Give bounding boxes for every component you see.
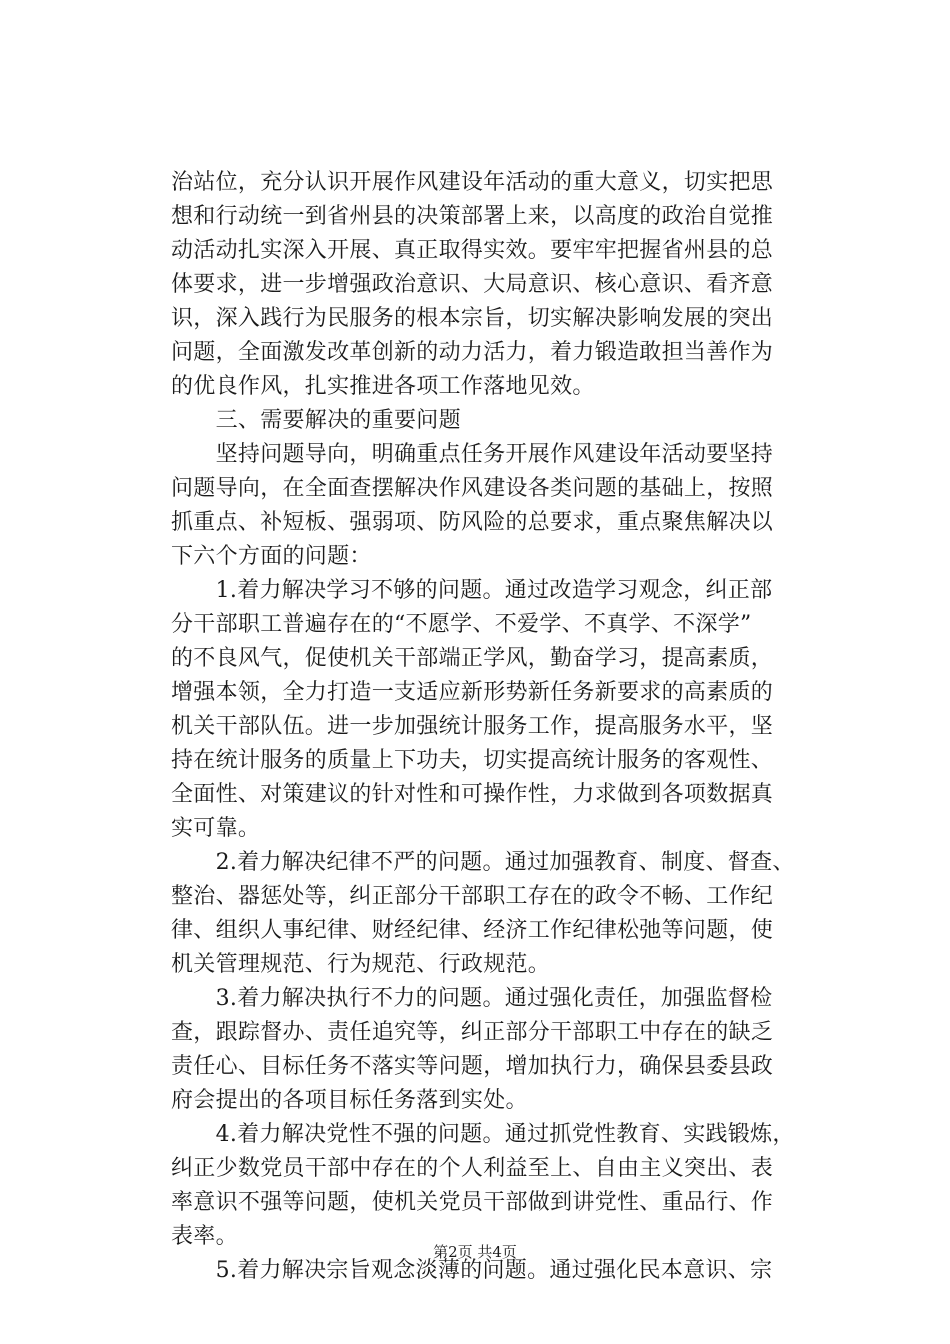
text-line: 4.着力解决党性不强的问题。通过抓党性教育、实践锻炼， [171, 1122, 795, 1147]
text-line: 整治、器惩处等，纠正部分干部职工存在的政令不畅、工作纪 [171, 884, 774, 909]
text-line: 分干部职工普遍存在的“不愿学、不爱学、不真学、不深学” [171, 612, 752, 637]
text-line: 律、组织人事纪律、财经纪律、经济工作纪律松弛等问题，使 [171, 918, 774, 943]
text-line: 查，跟踪督办、责任追究等，纠正部分干部职工中存在的缺乏 [171, 1020, 774, 1045]
text-line: 增强本领，全力打造一支适应新形势新任务新要求的高素质的 [171, 680, 774, 705]
text-line: 全面性、对策建议的针对性和可操作性，力求做到各项数据真 [171, 782, 774, 807]
text-line: 府会提出的各项目标任务落到实处。 [171, 1088, 528, 1113]
page-footer: 第2页 共4页 [433, 1243, 517, 1261]
text-line: 下六个方面的问题： [171, 544, 372, 569]
text-line: 率意识不强等问题，使机关党员干部做到讲党性、重品行、作 [171, 1190, 774, 1215]
text-line: 纠正少数党员干部中存在的个人利益至上、自由主义突出、表 [171, 1156, 774, 1181]
text-line: 动活动扎实深入开展、真正取得实效。要牢牢把握省州县的总 [171, 238, 774, 263]
text-line: 表率。 [171, 1224, 238, 1249]
text-line: 治站位，充分认识开展作风建设年活动的重大意义，切实把思 [171, 170, 774, 195]
document-body [171, 166, 831, 1288]
text-line: 实可靠。 [171, 816, 261, 841]
text-line: 问题，全面激发改革创新的动力活力，着力锻造敢担当善作为 [171, 340, 774, 365]
text-line: 的优良作风，扎实推进各项工作落地见效。 [171, 374, 595, 399]
text-line: 问题导向，在全面查摆解决作风建设各类问题的基础上，按照 [171, 476, 774, 501]
text-line: 3.着力解决执行不力的问题。通过强化责任，加强监督检 [171, 986, 773, 1011]
text-line: 5.着力解决宗旨观念淡薄的问题。通过强化民本意识、宗 [171, 1258, 773, 1283]
text-line: 责任心、目标任务不落实等问题，增加执行力，确保县委县政 [171, 1054, 774, 1079]
text-line: 三、需要解决的重要问题 [171, 408, 461, 433]
text-line: 机关干部队伍。进一步加强统计服务工作，提高服务水平，坚 [171, 714, 774, 739]
text-line: 2.着力解决纪律不严的问题。通过加强教育、制度、督查、 [171, 850, 795, 875]
text-line: 想和行动统一到省州县的决策部署上来，以高度的政治自觉推 [171, 204, 774, 229]
text-line: 持在统计服务的质量上下功夫，切实提高统计服务的客观性、 [171, 748, 774, 773]
text-line: 机关管理规范、行为规范、行政规范。 [171, 952, 551, 977]
text-line: 的不良风气，促使机关干部端正学风，勤奋学习，提高素质， [171, 646, 774, 671]
text-line: 识，深入践行为民服务的根本宗旨，切实解决影响发展的突出 [171, 306, 774, 331]
text-line: 体要求，进一步增强政治意识、大局意识、核心意识、看齐意 [171, 272, 774, 297]
text-line: 抓重点、补短板、强弱项、防风险的总要求，重点聚焦解决以 [171, 510, 774, 535]
text-line: 坚持问题导向，明确重点任务开展作风建设年活动要坚持 [171, 442, 774, 467]
text-line: 1.着力解决学习不够的问题。通过改造学习观念，纠正部 [171, 578, 773, 603]
